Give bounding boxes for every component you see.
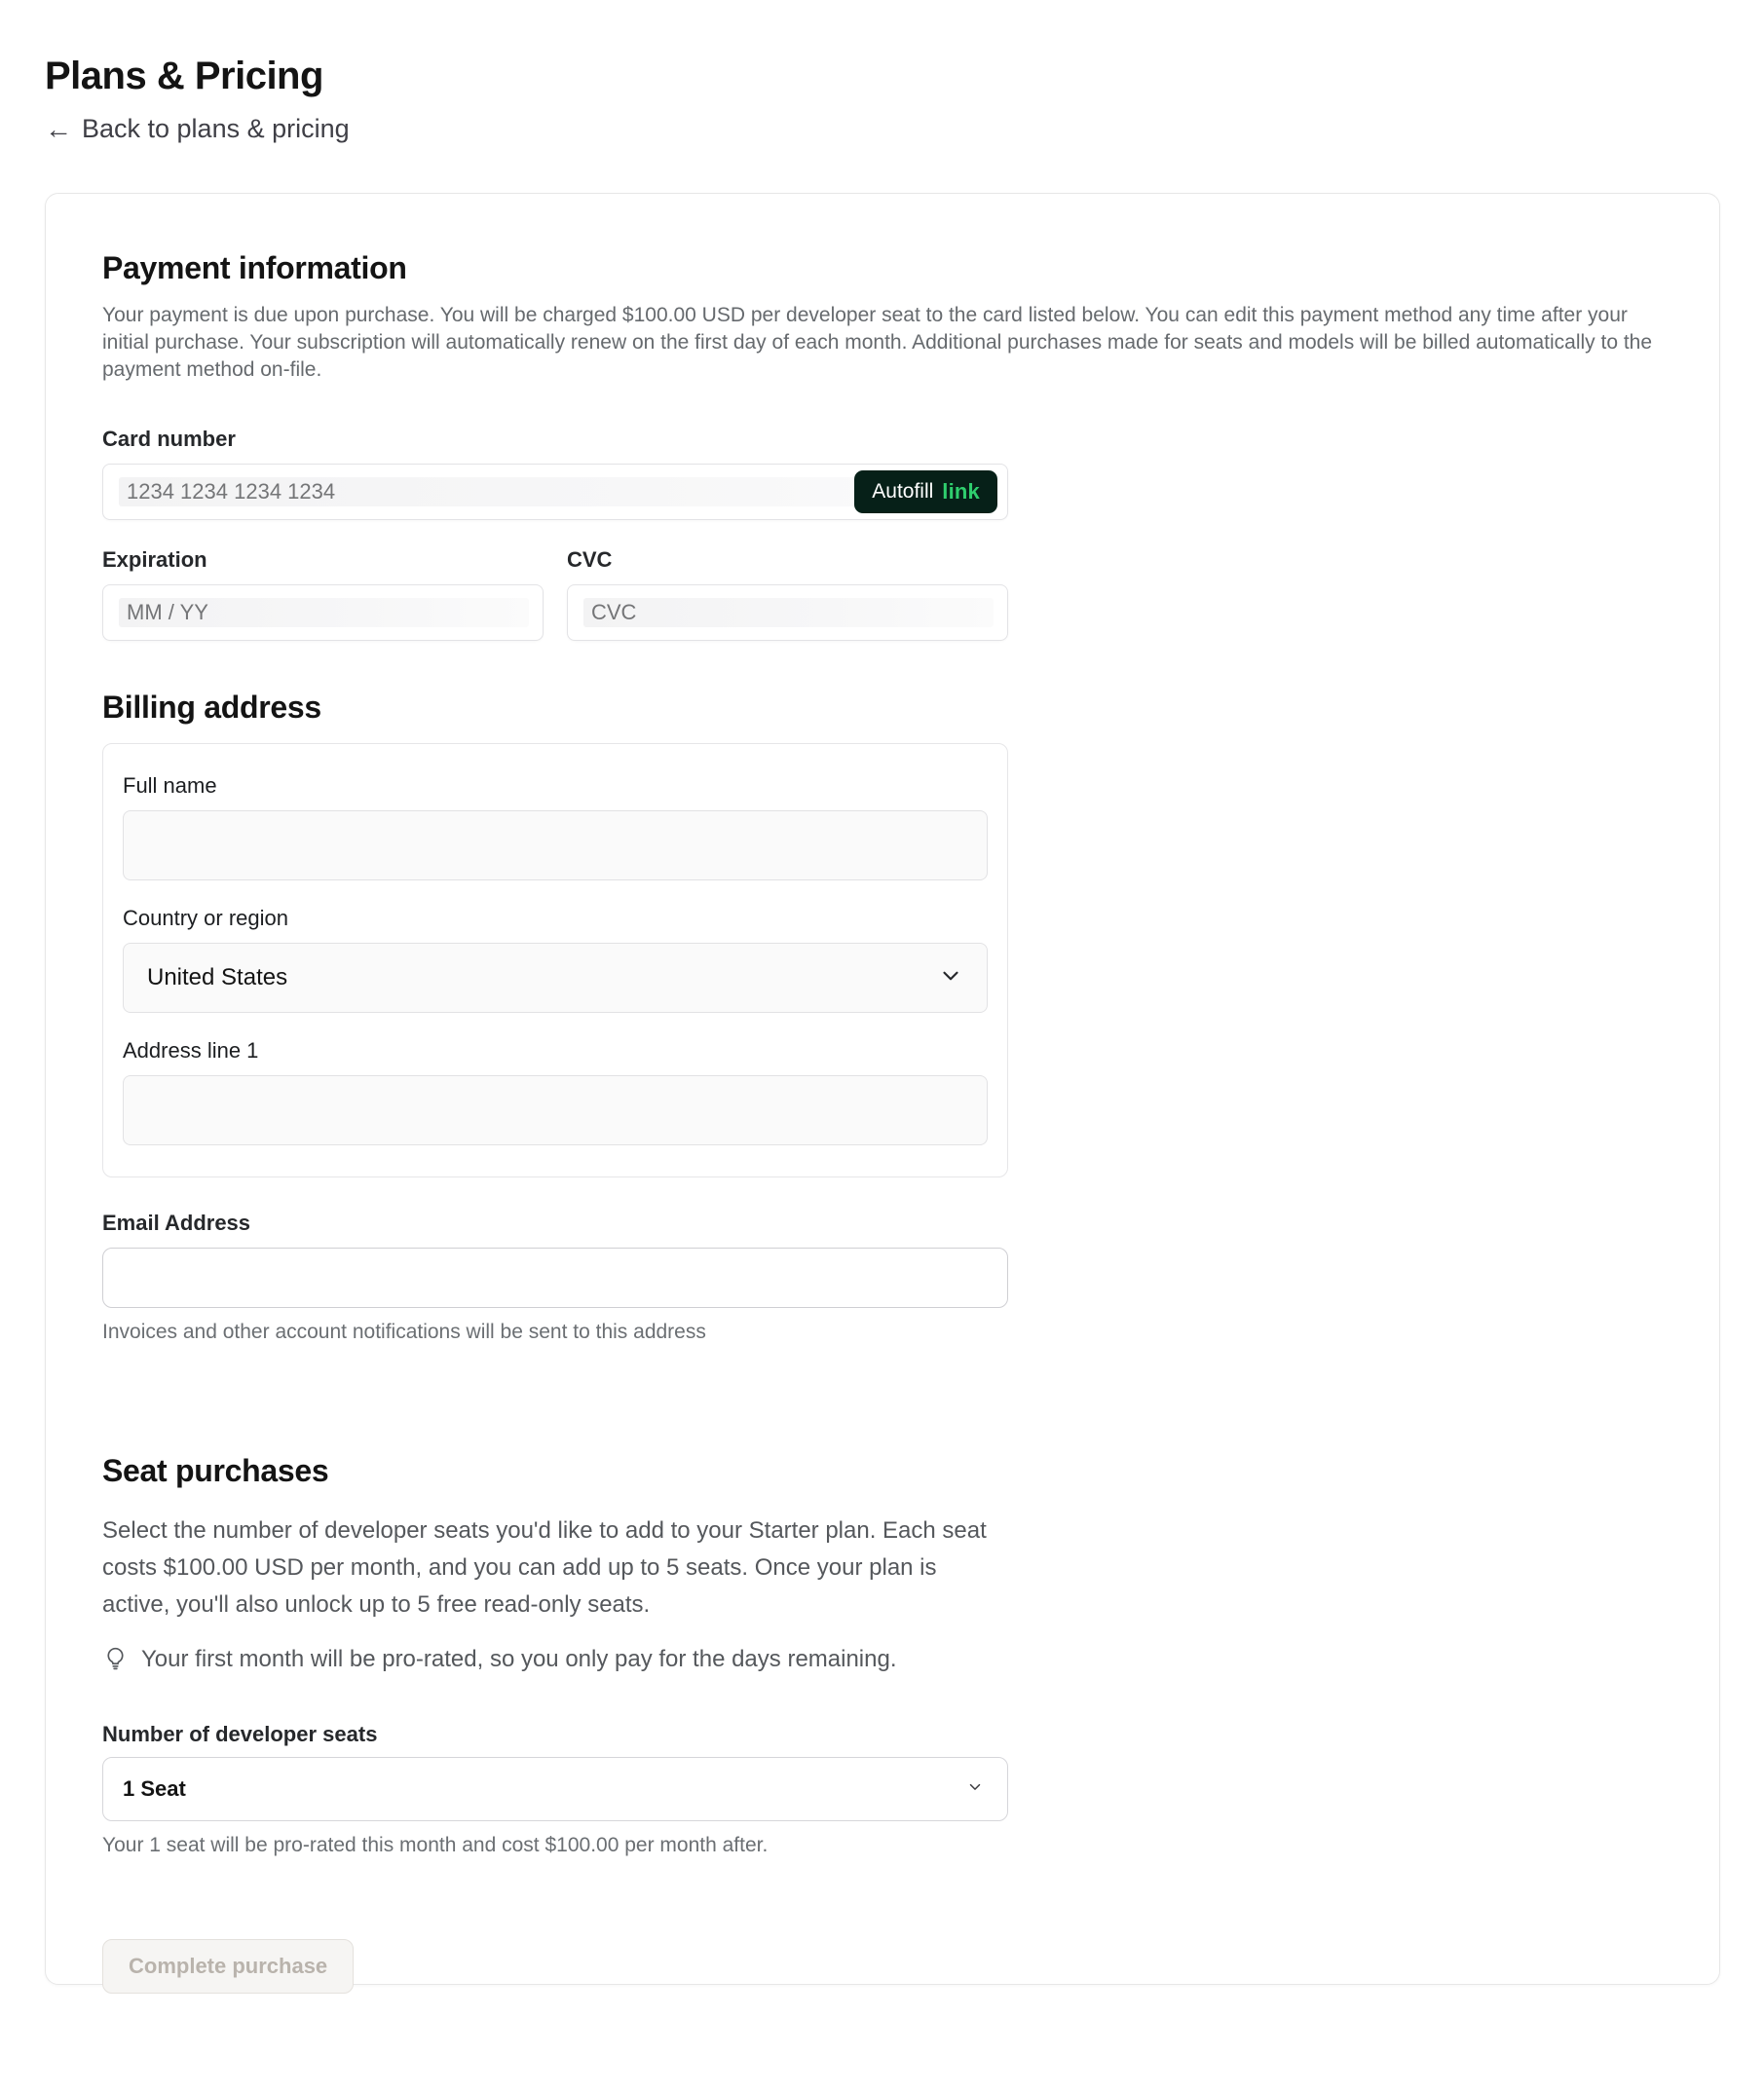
email-address-input[interactable] xyxy=(102,1248,1008,1308)
purchase-card xyxy=(45,193,1720,1985)
expiration-label: Expiration xyxy=(102,547,207,572)
link-brand-logo: link xyxy=(942,479,980,504)
email-note: Invoices and other account notifications will be sent to this address xyxy=(102,1321,706,1343)
chevron-down-icon xyxy=(938,963,963,993)
address-line1-label: Address line 1 xyxy=(123,1038,259,1063)
cvc-label: CVC xyxy=(567,547,613,572)
billing-address-heading: Billing address xyxy=(102,690,321,725)
expiration-shimmer xyxy=(119,598,529,627)
address-line1-input[interactable] xyxy=(123,1075,988,1145)
country-select-value: United States xyxy=(147,964,288,990)
seats-select-value: 1 Seat xyxy=(123,1776,186,1801)
email-address-label: Email Address xyxy=(102,1211,251,1235)
autofill-link-button[interactable] xyxy=(854,470,997,513)
seats-note: Your 1 seat will be pro-rated this month and cost $100.00 per month after. xyxy=(102,1834,769,1856)
lightbulb-icon xyxy=(102,1646,129,1677)
payment-description: Your payment is due upon purchase. You will be charged $100.00 USD per developer seat to the card listed below. You can edit this payment method any time after your initial purchase. Your subscription will automatically renew on the first day of each month. Additional purchases made for seats and models will be billed automatically to the payment method on-file. xyxy=(102,304,1653,381)
expiration-input[interactable] xyxy=(102,584,544,641)
chevron-down-icon xyxy=(966,1778,984,1801)
card-number-placeholder: 1234 1234 1234 1234 xyxy=(127,479,336,504)
billing-address-box xyxy=(102,743,1008,1177)
expiration-field-group xyxy=(102,547,544,641)
cvc-placeholder: CVC xyxy=(591,600,637,624)
seat-purchases-description: Select the number of developer seats you'd like to add to your Starter plan. Each seat costs $100.00 USD per month, and you can add up to 5 seats. Once your plan is active, you'll also unlock up to 5 free read-only seats. xyxy=(102,1517,987,1618)
seat-purchases-heading: Seat purchases xyxy=(102,1453,329,1488)
expiration-placeholder: MM / YY xyxy=(127,600,208,624)
full-name-input[interactable] xyxy=(123,810,988,880)
expiration-cvc-row xyxy=(102,547,1008,641)
country-label: Country or region xyxy=(123,906,288,930)
full-name-label: Full name xyxy=(123,773,217,798)
payment-information-heading: Payment information xyxy=(102,250,407,285)
cvc-field-group xyxy=(567,547,1008,641)
complete-purchase-button[interactable]: Complete purchase xyxy=(102,1939,354,1994)
payment-form xyxy=(102,427,1008,1994)
seats-count-select[interactable] xyxy=(102,1757,1008,1821)
country-select[interactable] xyxy=(123,943,988,1013)
card-number-input[interactable] xyxy=(102,464,1008,520)
cvc-input[interactable] xyxy=(567,584,1008,641)
prorate-tip xyxy=(102,1645,1008,1677)
back-link-label: Back to plans & pricing xyxy=(82,114,350,143)
seats-count-label: Number of developer seats xyxy=(102,1722,378,1746)
prorate-tip-text: Your first month will be pro-rated, so you only pay for the days remaining. xyxy=(141,1646,897,1672)
back-link[interactable] xyxy=(45,114,350,144)
cvc-shimmer xyxy=(583,598,994,627)
card-number-label: Card number xyxy=(102,427,236,451)
autofill-button-label: Autofill xyxy=(872,480,934,503)
back-arrow-icon: ← xyxy=(45,113,72,144)
page-title: Plans & Pricing xyxy=(45,55,323,97)
